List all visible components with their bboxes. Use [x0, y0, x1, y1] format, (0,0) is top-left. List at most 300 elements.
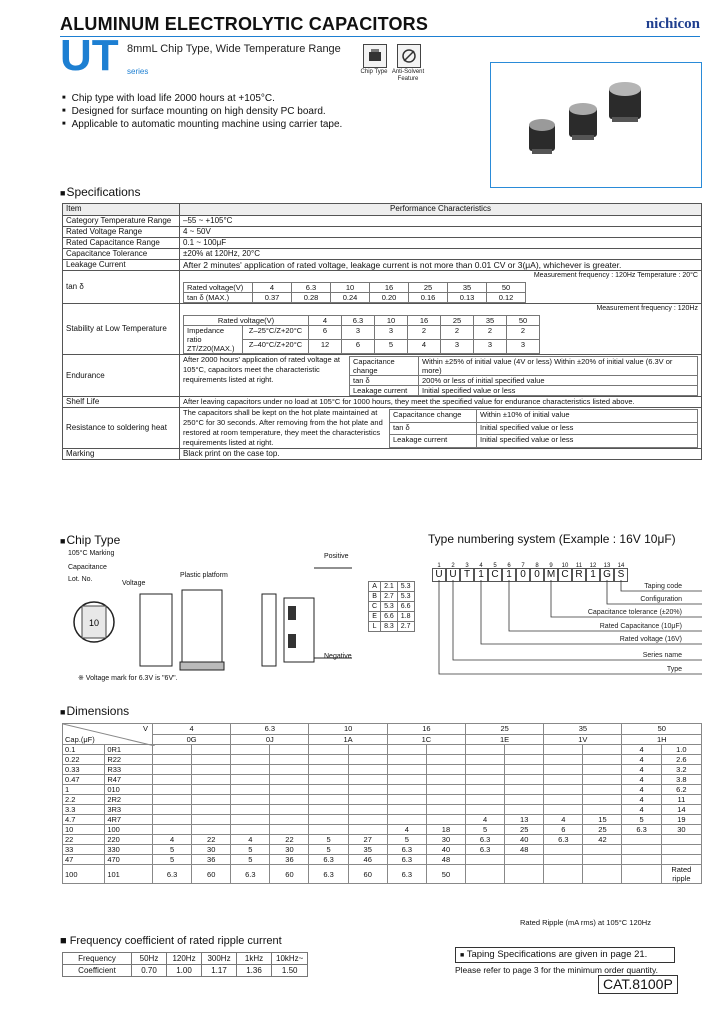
feature-item: ■ Applicable to automatic mounting machine using carrier tape.: [62, 118, 342, 131]
dims-code: 220: [105, 835, 153, 845]
dims-cap: 0.1: [63, 745, 105, 755]
dims-cell: 19: [661, 815, 701, 825]
coef-value: 1.00: [167, 965, 202, 977]
dims-cell: [426, 815, 465, 825]
catalog-number: CAT.8100P: [598, 975, 678, 994]
dims-cell: 30: [426, 835, 465, 845]
dims-cell: [309, 745, 348, 755]
dims-cell: 6.3: [544, 835, 583, 845]
dims-cell: [348, 775, 387, 785]
dims-cell: [505, 765, 544, 775]
pn-char: C: [558, 568, 572, 582]
pn-index: 2: [451, 563, 455, 569]
pn-index: 3: [465, 563, 469, 569]
stab-r2: 4: [408, 340, 441, 354]
stab-voltage: 6.3: [342, 316, 375, 326]
dims-voltage: 16: [387, 724, 465, 735]
pn-label-series: Series name: [642, 652, 682, 659]
dims-row: [63, 815, 702, 825]
chip-voltage-note: ※ Voltage mark for 6.3V is "6V".: [78, 675, 178, 682]
pn-char: C: [488, 568, 502, 582]
dims-cell: [309, 795, 348, 805]
spec-item: Marking: [63, 449, 180, 460]
stab-r1: 3: [342, 326, 375, 340]
dims-cell: [544, 805, 583, 815]
pn-index: 9: [549, 563, 553, 569]
dims-cell: 4: [465, 815, 504, 825]
dims-cell: [231, 815, 270, 825]
dims-cell: [192, 785, 231, 795]
dims-cell: 5: [231, 855, 270, 865]
dims-cell: 40: [426, 845, 465, 855]
endurance-val: 200% or less of initial specified value: [419, 376, 698, 386]
dims-cell: [465, 855, 504, 865]
dimensions-table: [62, 723, 702, 884]
dims-cell: [387, 815, 426, 825]
pn-char: U: [446, 568, 460, 582]
dims-cell: 6.3: [152, 865, 191, 884]
dims-cell: [270, 775, 309, 785]
dims-cell: [544, 755, 583, 765]
stability-table: [183, 315, 540, 354]
dims-cell: 60: [192, 865, 231, 884]
dims-code: 2R2: [105, 795, 153, 805]
spec-item: Stability at Low Temperature: [63, 304, 180, 355]
dims-cell: 4: [622, 805, 661, 815]
dims-row: [63, 775, 702, 785]
dims-v-label: V: [142, 724, 148, 733]
pn-char: T: [460, 568, 474, 582]
dims-cell: [231, 775, 270, 785]
dims-cell: [426, 755, 465, 765]
spec-col-item: Item: [63, 204, 180, 216]
dims-code: 101: [105, 865, 153, 884]
dims-cell: 5: [231, 845, 270, 855]
dims-corner: [63, 724, 153, 745]
dims-code: 010: [105, 785, 153, 795]
solder-val: Initial specified value or less: [477, 422, 698, 435]
stability-note: Measurement frequency : 120Hz: [596, 305, 698, 312]
dims-vcode: 1V: [544, 734, 622, 745]
spec-col-perf: Performance Characteristics: [180, 204, 702, 216]
dims-cell: 60: [348, 865, 387, 884]
freq-value: 300Hz: [202, 953, 237, 965]
pn-char: G: [600, 568, 614, 582]
endurance-key: Leakage current: [350, 386, 419, 396]
stab-r1: 3: [375, 326, 408, 340]
dims-cell: [622, 845, 661, 855]
dims-cell: 6.3: [309, 855, 348, 865]
chip-dim-val: 8.3: [381, 622, 398, 632]
pn-index: 6: [507, 563, 511, 569]
dims-cell: [465, 765, 504, 775]
tan-value: 0.13: [448, 293, 487, 303]
dims-cell: [583, 765, 622, 775]
dims-cell: [348, 805, 387, 815]
dims-cell: [192, 765, 231, 775]
pn-label-capacitance: Rated Capacitance (10μF): [599, 623, 682, 630]
dims-cell: [348, 825, 387, 835]
dims-cell: [231, 795, 270, 805]
label-plastic-platform: Plastic platform: [180, 572, 228, 579]
dims-cell: [231, 785, 270, 795]
dims-cell: [231, 745, 270, 755]
dims-cell: [544, 865, 583, 884]
dims-cell: 1.0: [661, 745, 701, 755]
dims-cell: [544, 845, 583, 855]
dims-cell: 50: [426, 865, 465, 884]
dims-cap: 47: [63, 855, 105, 865]
freq-value: 50Hz: [132, 953, 167, 965]
dims-cell: 3.2: [661, 765, 701, 775]
dims-cell: 2.6: [661, 755, 701, 765]
dims-cell: [505, 855, 544, 865]
freq-value: 1kHz: [237, 953, 272, 965]
pn-char: 1: [474, 568, 488, 582]
tan-value: 0.16: [409, 293, 448, 303]
dims-cell: [152, 765, 191, 775]
dims-cell: 6.3: [231, 865, 270, 884]
tan-voltage: 50: [487, 283, 526, 293]
anti-solvent-icon-label: Anti-Solvent Feature: [391, 69, 425, 82]
chip-dim-head: A: [369, 582, 381, 592]
dims-cell: 6.3: [309, 865, 348, 884]
tan-label: tan δ (MAX.): [184, 293, 253, 303]
dims-cell: [152, 745, 191, 755]
spec-item: tan δ: [63, 271, 180, 304]
chip-type-heading: ■ Chip Type: [60, 533, 120, 547]
dims-cell: [426, 785, 465, 795]
dims-cell: [622, 835, 661, 845]
dims-cap: 0.47: [63, 775, 105, 785]
chip-type-icon: [363, 44, 387, 68]
dims-cell: 30: [270, 845, 309, 855]
dims-cell: 42: [583, 835, 622, 845]
min-order-note: Please refer to page 3 for the minimum order quantity.: [455, 965, 658, 975]
dims-cell: [505, 865, 544, 884]
dims-cell: 6: [544, 825, 583, 835]
dims-cell: [544, 795, 583, 805]
pn-char: R: [572, 568, 586, 582]
freq-value: 10kHz~: [272, 953, 308, 965]
dims-cell: [231, 805, 270, 815]
dims-cell: [387, 765, 426, 775]
dims-cell: [505, 785, 544, 795]
pn-char: U: [432, 568, 446, 582]
dims-cell: 40: [505, 835, 544, 845]
stab-r2: 3: [474, 340, 507, 354]
series-subtitle: 8mmL Chip Type, Wide Temperature Range: [127, 43, 341, 55]
dims-cell: [465, 795, 504, 805]
dims-row: [63, 765, 702, 775]
tan-value: 0.12: [487, 293, 526, 303]
dims-cell: 14: [661, 805, 701, 815]
coef-value: 1.17: [202, 965, 237, 977]
dims-cell: [152, 815, 191, 825]
dims-cell: [348, 755, 387, 765]
dims-cell: [231, 755, 270, 765]
dims-row: [63, 825, 702, 835]
dims-cell: [583, 865, 622, 884]
dims-cell: [270, 745, 309, 755]
spec-item: Rated Capacitance Range: [63, 238, 180, 249]
pn-index: 7: [521, 563, 525, 569]
stab-r2: 5: [375, 340, 408, 354]
dims-cell: 6.3: [387, 845, 426, 855]
chip-dim-val: 6.6: [397, 602, 414, 612]
spec-value: Black print on the case top.: [180, 449, 702, 460]
dims-cell: [426, 765, 465, 775]
spec-value: After 2 minutes' application of rated voltage, leakage current is not more than 0.01 CV or 3(μA), whichever is greater.: [180, 260, 702, 271]
dims-code: R33: [105, 765, 153, 775]
dims-cell: [544, 775, 583, 785]
header-rule: [60, 36, 700, 37]
dims-cell: [270, 815, 309, 825]
dims-cell: [152, 755, 191, 765]
spec-value: ±20% at 120Hz, 20°C: [180, 249, 702, 260]
endurance-key: Capacitance change: [350, 357, 419, 376]
dims-cell: 5: [152, 855, 191, 865]
solder-val: Within ±10% of initial value: [477, 410, 698, 423]
dims-cell: 22: [192, 835, 231, 845]
spec-item: Rated Voltage Range: [63, 227, 180, 238]
tan-voltage: 35: [448, 283, 487, 293]
brand-logo: nichicon: [645, 16, 700, 32]
dims-voltage: 10: [309, 724, 387, 735]
chip-dim-val: 5.3: [381, 602, 398, 612]
dims-vcode: 0J: [231, 734, 309, 745]
spec-item: Shelf Life: [63, 397, 180, 408]
dims-row: [63, 845, 702, 855]
dims-cell: [270, 825, 309, 835]
stab-r1: 2: [507, 326, 540, 340]
dims-cell: [348, 765, 387, 775]
dims-cell: [465, 805, 504, 815]
tan-voltage-label: Rated voltage(V): [184, 283, 253, 293]
dims-cell: [387, 785, 426, 795]
dims-cell: [309, 825, 348, 835]
label-capacitance: Capacitance: [68, 564, 107, 571]
dims-cell: [309, 805, 348, 815]
dims-cell: 4: [387, 825, 426, 835]
dims-cell: 5: [309, 845, 348, 855]
endurance-table: [349, 356, 698, 396]
dims-cell: 48: [426, 855, 465, 865]
pn-label-config: Configuration: [640, 596, 682, 603]
feature-item: ■ Chip type with load life 2000 hours at +105°C.: [62, 92, 342, 105]
pn-label-tolerance: Capacitance tolerance (±20%): [587, 609, 682, 616]
dims-cell: 4: [622, 775, 661, 785]
taping-note-box: ■ Taping Specifications are given in page 21.: [455, 947, 675, 963]
series-word: series: [127, 67, 149, 76]
spec-value: 4 ~ 50V: [180, 227, 702, 238]
dims-cell: 4: [622, 755, 661, 765]
tan-voltage: 4: [253, 283, 292, 293]
spec-item: Leakage Current: [63, 260, 180, 271]
dims-cell: 4: [231, 835, 270, 845]
dims-cell: [152, 785, 191, 795]
stab-r2: 12: [309, 340, 342, 354]
dims-cap: 0.22: [63, 755, 105, 765]
endurance-val: Initial specified value or less: [419, 386, 698, 396]
label-lot-no: Lot. No.: [68, 576, 93, 583]
specifications-table: [62, 203, 702, 460]
dims-cell: 27: [348, 835, 387, 845]
frequency-heading: ■ Frequency coefficient of rated ripple current: [60, 935, 282, 947]
dims-cell: [505, 775, 544, 785]
dims-cell: 13: [505, 815, 544, 825]
stab-voltage: 16: [408, 316, 441, 326]
dims-cell: 15: [583, 815, 622, 825]
feature-list: [62, 92, 342, 131]
stab-r2-label: Z–40°C/Z+20°C: [243, 340, 309, 354]
dims-cell: 4: [152, 835, 191, 845]
freq-value: 120Hz: [167, 953, 202, 965]
dims-code: 470: [105, 855, 153, 865]
anti-solvent-icon: [397, 44, 421, 68]
dims-cell: [192, 755, 231, 765]
dims-cell: [426, 775, 465, 785]
stab-r2: 3: [441, 340, 474, 354]
pn-label-area: [432, 580, 702, 684]
frequency-heading-text: Frequency coefficient of rated ripple current: [69, 935, 282, 947]
dims-cell: [661, 835, 701, 845]
dims-cell: [152, 775, 191, 785]
dims-voltage: 50: [622, 724, 702, 735]
dims-cap: 10: [63, 825, 105, 835]
solder-key: Leakage current: [390, 435, 477, 448]
dims-cap: 3.3: [63, 805, 105, 815]
dims-cell: 22: [270, 835, 309, 845]
spec-item: Capacitance Tolerance: [63, 249, 180, 260]
dims-voltage: 35: [544, 724, 622, 735]
dims-voltage: 25: [465, 724, 543, 735]
dims-cell: 5: [387, 835, 426, 845]
stab-voltage: 25: [441, 316, 474, 326]
dims-cell: [309, 785, 348, 795]
dims-code: R47: [105, 775, 153, 785]
dims-cell: [505, 755, 544, 765]
dims-cell: 6.3: [465, 835, 504, 845]
dims-cell: [622, 855, 661, 865]
dims-cell: 5: [465, 825, 504, 835]
dims-cell: 5: [309, 835, 348, 845]
freq-label: Frequency: [63, 953, 132, 965]
chip-dim-val: 1.8: [397, 612, 414, 622]
dims-cell: [152, 795, 191, 805]
pn-index: 8: [535, 563, 539, 569]
pn-char: M: [544, 568, 558, 582]
dims-cell: 30: [192, 845, 231, 855]
dims-cell: [270, 795, 309, 805]
dims-code: R22: [105, 755, 153, 765]
dims-cell: 4: [622, 765, 661, 775]
dims-code: 4R7: [105, 815, 153, 825]
pn-index: 5: [493, 563, 497, 569]
dims-cell: [192, 775, 231, 785]
solder-key: Capacitance change: [390, 410, 477, 423]
pn-label-taping: Taping code: [644, 583, 682, 590]
label-voltage: Voltage: [122, 580, 146, 587]
chip-dim-val: 6.6: [381, 612, 398, 622]
page-title: ALUMINUM ELECTROLYTIC CAPACITORS: [60, 14, 429, 34]
label-positive: Positive: [324, 553, 349, 560]
dims-cell: [583, 785, 622, 795]
stab-voltage-label: Rated voltage(V): [184, 316, 309, 326]
coef-label: Coefficient: [63, 965, 132, 977]
dims-cell: 60: [270, 865, 309, 884]
dims-cell: [309, 775, 348, 785]
dims-cell: [544, 785, 583, 795]
stab-voltage: 35: [474, 316, 507, 326]
pn-index: 12: [589, 563, 597, 569]
solder-key: tan δ: [390, 422, 477, 435]
dims-cell: [231, 825, 270, 835]
dims-code: 100: [105, 825, 153, 835]
dims-cell: [426, 795, 465, 805]
pn-index: 13: [603, 563, 611, 569]
dims-cell: [544, 855, 583, 865]
solder-table: [389, 409, 698, 448]
pn-label-type: Type: [666, 666, 682, 673]
dims-row: [63, 855, 702, 865]
stab-r1: 6: [309, 326, 342, 340]
dims-cell: [309, 815, 348, 825]
dims-cap: 0.33: [63, 765, 105, 775]
tan-value: 0.20: [370, 293, 409, 303]
dims-cell: [426, 745, 465, 755]
stab-voltage: 10: [375, 316, 408, 326]
coef-value: 1.36: [237, 965, 272, 977]
stab-imp-label2: ZT/Z20(MAX.): [187, 344, 235, 353]
stab-r2: 6: [342, 340, 375, 354]
dims-cell: [661, 855, 701, 865]
dims-voltage: 4: [152, 724, 230, 735]
dims-row: [63, 865, 702, 884]
pn-index: 14: [617, 563, 625, 569]
pn-label-voltage: Rated voltage (16V): [619, 636, 682, 643]
series-code: UT: [60, 31, 119, 80]
taping-note: Taping Specifications are given in page 21.: [466, 949, 648, 960]
dims-cell: [348, 795, 387, 805]
endurance-desc: After 2000 hours' application of rated voltage at 105°C, capacitors meet the characteristic requirements listed at right.: [183, 355, 340, 384]
tan-value: 0.28: [292, 293, 331, 303]
dims-cell: 6.3: [387, 865, 426, 884]
dims-cell: 48: [505, 845, 544, 855]
stab-voltage: 4: [309, 316, 342, 326]
dims-cell: [192, 745, 231, 755]
stab-r1: 2: [474, 326, 507, 340]
dims-cell: [309, 755, 348, 765]
svg-text:10: 10: [88, 618, 100, 628]
dims-cell: 36: [270, 855, 309, 865]
dims-cell: 4: [622, 785, 661, 795]
spec-item: Resistance to soldering heat: [63, 408, 180, 449]
dims-cell: [583, 755, 622, 765]
dims-cell: [387, 745, 426, 755]
pn-char: S: [614, 568, 628, 582]
pn-index: 10: [561, 563, 569, 569]
dims-cell: [152, 825, 191, 835]
dims-cell: [387, 775, 426, 785]
stab-voltage: 50: [507, 316, 540, 326]
tan-voltage: 10: [331, 283, 370, 293]
dims-cell: [387, 795, 426, 805]
dims-cell: 4: [622, 795, 661, 805]
dims-cell: [152, 805, 191, 815]
dims-cell: [465, 755, 504, 765]
type-numbering-heading: Type numbering system (Example : 16V 10μF): [428, 532, 676, 546]
